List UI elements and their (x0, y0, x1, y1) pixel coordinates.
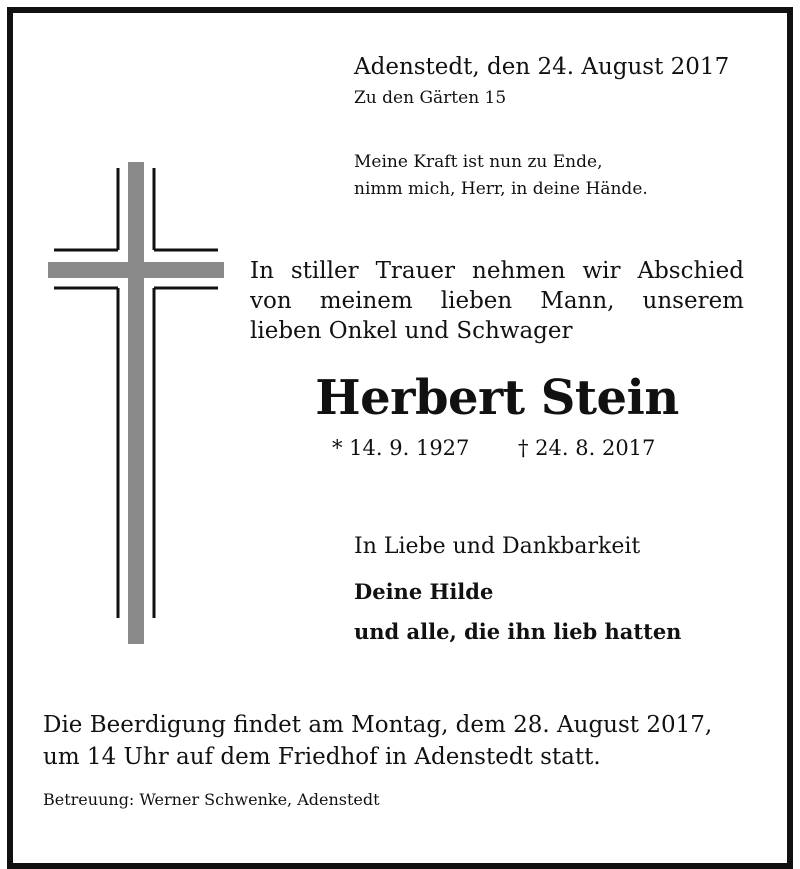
deceased-name: Herbert Stein (315, 370, 679, 426)
verse-line: Meine Kraft ist nun zu Ende, (354, 152, 603, 172)
funeral-info-line: um 14 Uhr auf dem Friedhof in Adenstedt statt. (43, 744, 601, 770)
cross-icon (46, 160, 226, 650)
intro-line: In stiller Trauer nehmen wir Abschied (250, 258, 744, 284)
address: Zu den Gärten 15 (354, 88, 507, 108)
intro-line: lieben Onkel und Schwager (250, 318, 573, 344)
undertaker-credit: Betreuung: Werner Schwenke, Adenstedt (43, 790, 380, 809)
birth-date: * 14. 9. 1927 (332, 436, 470, 460)
verse-line: nimm mich, Herr, in deine Hände. (354, 179, 648, 199)
funeral-info-line: Die Beerdigung findet am Montag, dem 28. August 2017, (43, 712, 713, 738)
place-date: Adenstedt, den 24. August 2017 (354, 54, 730, 80)
signature-line: Deine Hilde (354, 579, 494, 604)
death-date: † 24. 8. 2017 (518, 436, 656, 460)
signature-line: und alle, die ihn lieb hatten (354, 619, 682, 644)
intro-text (250, 256, 744, 346)
intro-line: von meinem lieben Mann, unserem (250, 288, 744, 314)
love-line: In Liebe und Dankbarkeit (354, 534, 641, 559)
